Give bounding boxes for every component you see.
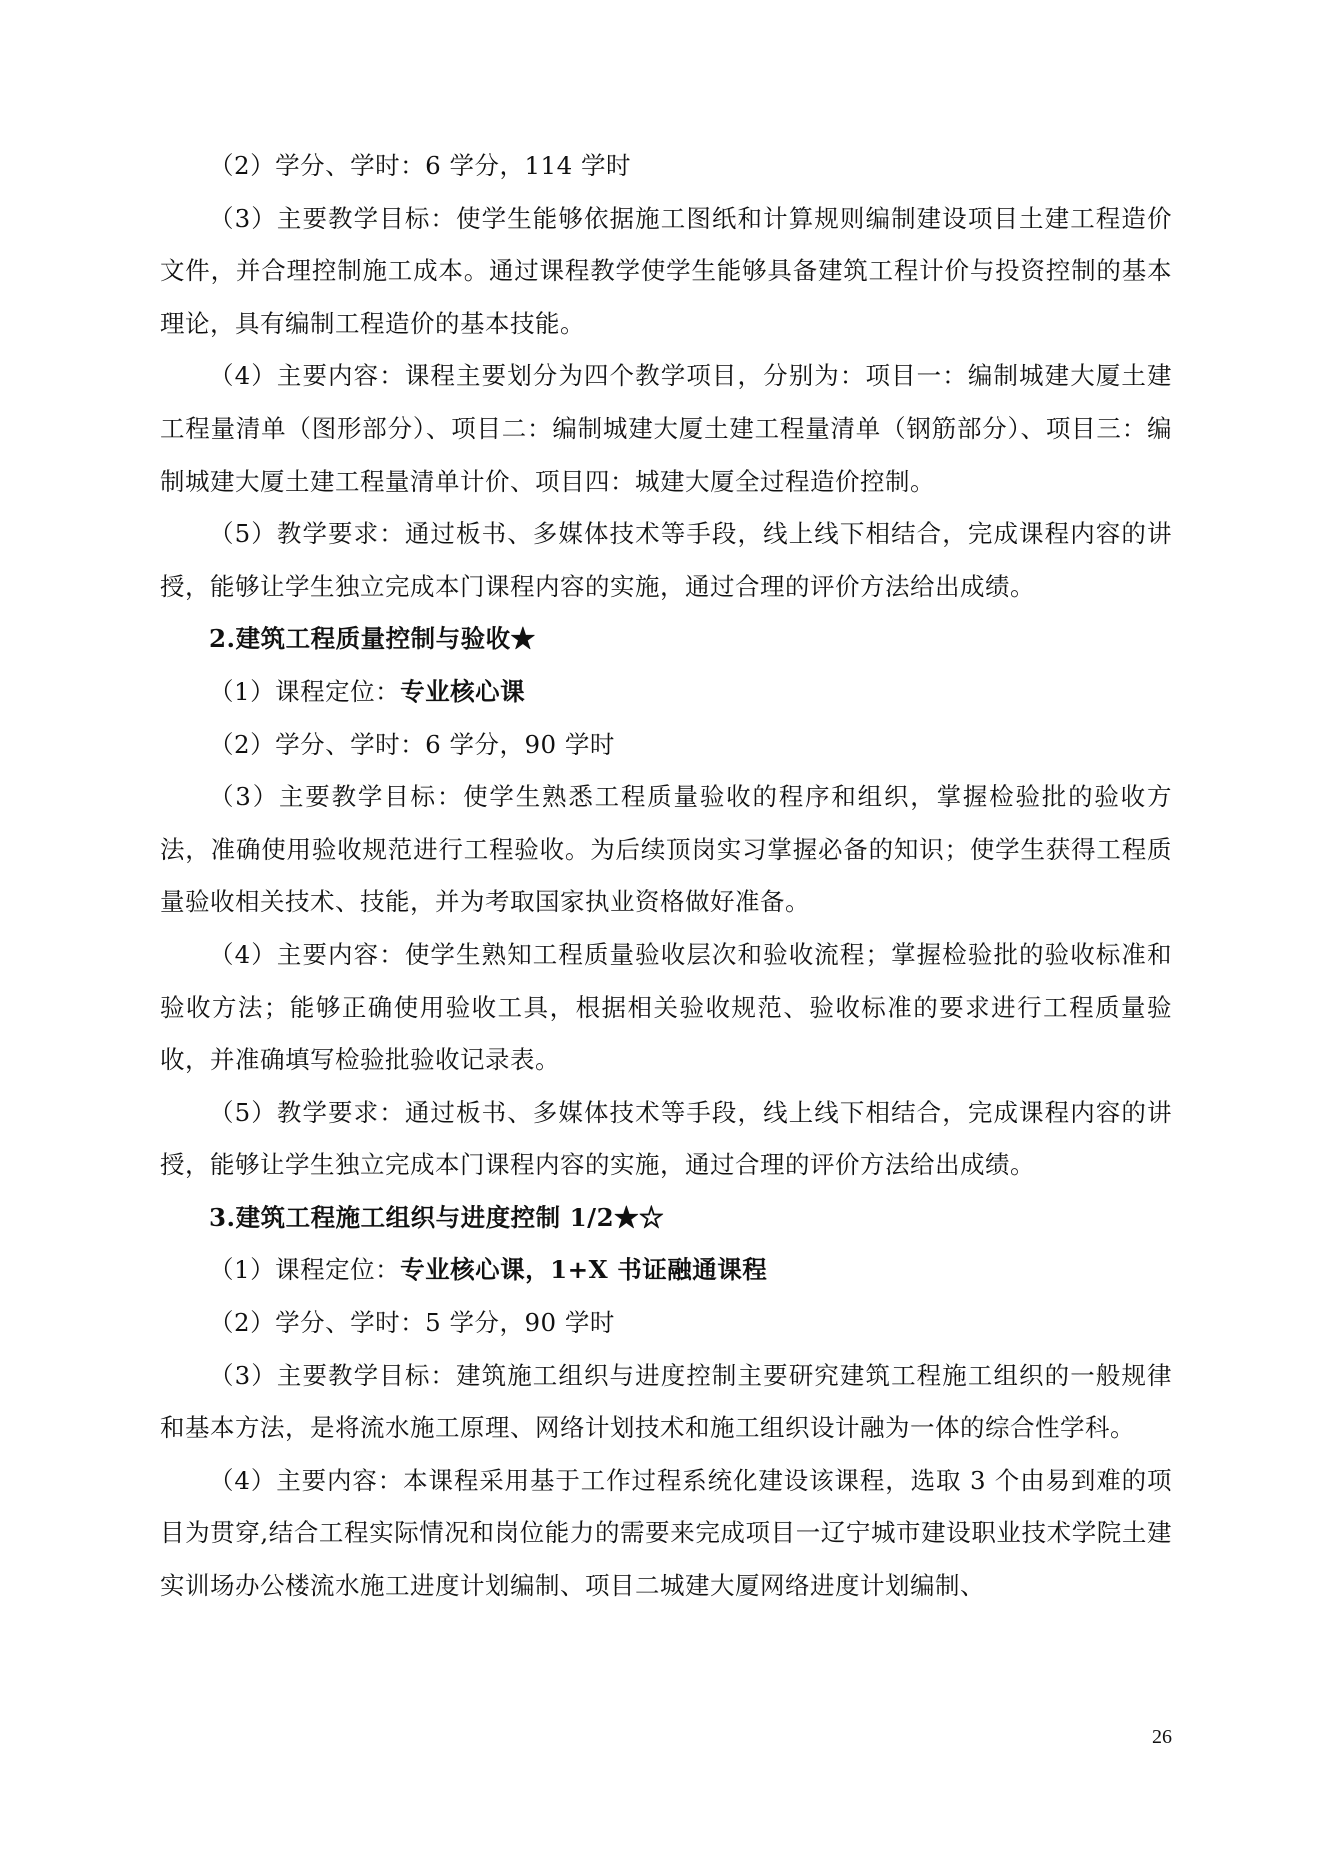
paragraph: （4）主要内容：本课程采用基于工作过程系统化建设该课程，选取 3 个由易到难的项目为贯穿,结合工程实际情况和岗位能力的需要来完成项目一辽宁城市建设职业技术学院土建实训场办公楼流水施工进度计划编制、项目二城建大厦网络进度计划编制、 [160, 1465, 1172, 1601]
paragraph: （3）主要教学目标：使学生能够依据施工图纸和计算规则编制建设项目土建工程造价文件，并合理控制施工成本。通过课程教学使学生能够具备建筑工程计价与投资控制的基本理论，具有编制工程造价的基本技能。 [160, 203, 1172, 338]
paragraph: （3）主要教学目标：使学生熟悉工程质量验收的程序和组织，掌握检验批的验收方法，准确使用验收规范进行工程验收。为后续顶岗实习掌握必备的知识；使学生获得工程质量验收相关技术、技能，并为考取国家执业资格做好准备。 [160, 782, 1172, 917]
positioning-label: （1）课程定位： [209, 676, 401, 706]
paragraph: （2）学分、学时：6 学分，90 学时 [209, 729, 615, 759]
document-body [160, 140, 1172, 1613]
paragraph: （5）教学要求：通过板书、多媒体技术等手段，线上线下相结合，完成课程内容的讲授，能够让学生独立完成本门课程内容的实施，通过合理的评价方法给出成绩。 [160, 1097, 1172, 1180]
paragraph: （2）学分、学时：5 学分，90 学时 [209, 1308, 615, 1338]
positioning-value: 专业核心课，1+X 书证融通课程 [400, 1255, 768, 1285]
positioning-value: 专业核心课 [400, 676, 526, 706]
paragraph: （4）主要内容：课程主要划分为四个教学项目，分别为：项目一：编制城建大厦土建工程量清单（图形部分）、项目二：编制城建大厦土建工程量清单（钢筋部分）、项目三：编制城建大厦土建工程量清单计价、项目四：城建大厦全过程造价控制。 [160, 361, 1172, 496]
paragraph: （4）主要内容：使学生熟知工程质量验收层次和验收流程；掌握检验批的验收标准和验收方法；能够正确使用验收工具，根据相关验收规范、验收标准的要求进行工程质量验收，并准确填写检验批验收记录表。 [160, 939, 1172, 1075]
course-positioning [160, 666, 1172, 719]
section-heading: 3.建筑工程施工组织与进度控制 1/2★☆ [209, 1202, 665, 1232]
paragraph: （5）教学要求：通过板书、多媒体技术等手段，线上线下相结合，完成课程内容的讲授，能够让学生独立完成本门课程内容的实施，通过合理的评价方法给出成绩。 [160, 519, 1172, 601]
course-positioning [160, 1244, 1172, 1297]
paragraph: （3）主要教学目标：建筑施工组织与进度控制主要研究建筑工程施工组织的一般规律和基本方法，是将流水施工原理、网络计划技术和施工组织设计融为一体的综合性学科。 [160, 1360, 1172, 1443]
page-number: 26 [1152, 1726, 1172, 1748]
positioning-label: （1）课程定位： [209, 1255, 401, 1285]
paragraph: （2）学分、学时：6 学分，114 学时 [209, 151, 632, 180]
section-heading: 2.建筑工程质量控制与验收★ [209, 624, 536, 654]
